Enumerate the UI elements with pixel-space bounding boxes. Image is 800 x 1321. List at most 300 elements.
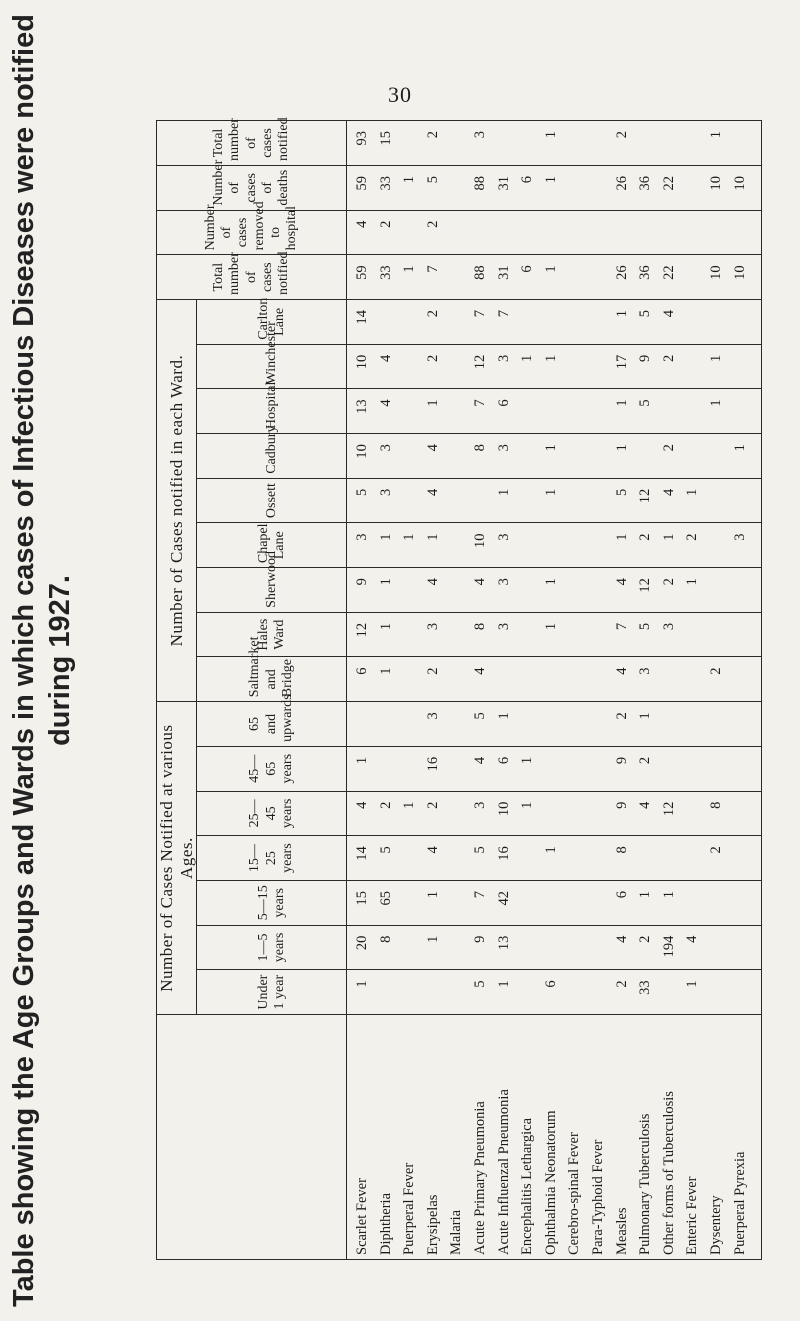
data-cell: 1 — [519, 801, 536, 809]
data-cell — [398, 980, 422, 1010]
data-cell — [563, 846, 587, 876]
data-cell: 2 — [424, 131, 441, 139]
data-cell: 1 — [542, 131, 559, 139]
data-cell: 1 — [542, 354, 559, 362]
data-cell — [398, 355, 422, 385]
data-cell — [516, 131, 540, 161]
data-cell — [729, 668, 753, 698]
data-cell — [658, 980, 682, 1010]
data-column — [347, 925, 762, 970]
data-column — [347, 255, 762, 300]
data-cell: 1 — [401, 265, 418, 273]
data-cell — [658, 131, 682, 161]
data-cell: 1 — [542, 846, 559, 854]
data-cell: 36 — [637, 175, 654, 191]
data-cell — [705, 489, 729, 519]
data-cell: 8 — [377, 935, 394, 943]
data-cell: 8 — [613, 846, 630, 854]
data-column — [347, 880, 762, 925]
data-cell: 22 — [660, 265, 677, 280]
data-cell — [587, 310, 611, 340]
disease-name: Scarlet Fever — [354, 1178, 371, 1255]
data-cell: 4 — [377, 399, 394, 407]
data-cell — [351, 712, 375, 742]
data-cell: 1 — [495, 712, 512, 720]
data-cell: 2 — [660, 354, 677, 362]
data-cell: 6 — [613, 890, 630, 899]
data-cell — [705, 623, 729, 653]
data-cell — [658, 399, 682, 429]
data-cell — [445, 846, 469, 876]
data-cell: 3 — [472, 131, 489, 139]
data-cell: 59 — [354, 265, 371, 280]
data-cell — [398, 578, 422, 608]
data-cell — [445, 668, 469, 698]
data-cell — [540, 533, 564, 563]
data-cell: 1 — [542, 622, 559, 631]
data-cell — [681, 891, 705, 921]
data-cell: 1 — [519, 756, 536, 765]
data-cell: 12 — [354, 622, 371, 638]
data-cell — [587, 265, 611, 295]
disease-name: Cerebro-spinal Fever — [566, 1132, 583, 1255]
data-cell: 9 — [637, 354, 654, 362]
data-cell — [445, 936, 469, 966]
data-cell — [587, 936, 611, 966]
data-cell — [634, 444, 658, 474]
data-cell: 8 — [472, 444, 489, 452]
data-column — [347, 165, 762, 210]
age-header: Under 1 year — [197, 970, 347, 1015]
data-cell: 4 — [424, 488, 441, 496]
data-cell: 2 — [613, 131, 630, 139]
total-header-2: Number of cases removed to hospital — [157, 210, 347, 255]
data-cell — [563, 444, 587, 474]
data-cell — [729, 310, 753, 340]
data-cell — [681, 221, 705, 251]
data-cell: 14 — [354, 310, 371, 325]
data-cell: 4 — [660, 488, 677, 496]
disease-name: Puerperal Fever — [401, 1162, 418, 1255]
data-cell: 20 — [354, 935, 371, 951]
data-cell: 1 — [495, 488, 512, 496]
data-cell: 4 — [613, 935, 630, 943]
data-cell: 9 — [613, 756, 630, 765]
data-column — [347, 970, 762, 1015]
data-cell: 2 — [637, 935, 654, 943]
data-cell: 2 — [637, 756, 654, 765]
data-cell — [445, 489, 469, 519]
data-cell: 1 — [424, 533, 441, 541]
data-cell: 6 — [519, 175, 536, 184]
data-cell — [563, 936, 587, 966]
data-cell — [398, 399, 422, 429]
data-cell — [563, 623, 587, 653]
data-cell — [705, 980, 729, 1010]
data-cell: 10 — [354, 354, 371, 370]
data-cell — [563, 802, 587, 832]
data-cell — [563, 891, 587, 921]
table-title-line-2: during 1927. — [44, 575, 76, 746]
data-cell — [729, 891, 753, 921]
data-cell — [516, 444, 540, 474]
data-cell — [611, 221, 635, 251]
data-cell: 3 — [377, 444, 394, 452]
data-cell: 10 — [708, 265, 724, 280]
data-cell — [516, 623, 540, 653]
data-cell: 5 — [424, 175, 441, 184]
data-cell — [705, 221, 729, 251]
data-cell: 31 — [495, 265, 512, 280]
data-cell: 33 — [377, 175, 394, 191]
data-cell: 1 — [354, 756, 371, 765]
data-cell — [516, 936, 540, 966]
data-cell: 5 — [472, 712, 489, 720]
data-cell: 3 — [731, 533, 748, 541]
data-cell: 6 — [495, 756, 512, 765]
data-cell — [729, 980, 753, 1010]
data-cell — [658, 668, 682, 698]
data-cell: 4 — [613, 578, 630, 586]
data-cell: 1 — [401, 801, 418, 809]
data-cell: 9 — [472, 935, 489, 943]
data-cell — [563, 578, 587, 608]
data-cell — [563, 712, 587, 742]
data-cell — [398, 846, 422, 876]
data-cell — [516, 399, 540, 429]
data-cell: 2 — [637, 533, 654, 541]
disease-name: Ophthalmia Neonatorum — [542, 1110, 559, 1255]
ward-header: Chapel Lane — [197, 523, 347, 568]
data-column — [347, 791, 762, 836]
data-cell: 1 — [424, 890, 441, 899]
data-cell: 3 — [495, 533, 512, 541]
ward-header: Ossett — [197, 478, 347, 523]
data-cell — [445, 533, 469, 563]
data-cell — [398, 936, 422, 966]
data-cell: 3 — [637, 667, 654, 675]
data-cell: 8 — [708, 801, 724, 809]
data-cell — [681, 176, 705, 206]
disease-header — [157, 1015, 347, 1260]
data-cell — [729, 802, 753, 832]
data-cell — [681, 623, 705, 653]
data-cell — [587, 444, 611, 474]
data-cell — [375, 712, 399, 742]
disease-name: Acute Primary Pneumonia — [472, 1101, 489, 1255]
data-cell: 4 — [472, 667, 489, 675]
data-cell — [445, 891, 469, 921]
ward-header: Hales Ward — [197, 612, 347, 657]
data-cell: 1 — [542, 488, 559, 496]
data-cell: 1 — [731, 444, 748, 452]
data-cell: 9 — [354, 578, 371, 586]
data-cell — [445, 310, 469, 340]
data-cell — [729, 489, 753, 519]
data-cell — [729, 623, 753, 653]
data-cell — [516, 489, 540, 519]
data-cell — [587, 846, 611, 876]
data-cell — [445, 176, 469, 206]
data-cell: 1 — [637, 712, 654, 720]
data-cell: 3 — [377, 488, 394, 496]
ward-header: Sherwood — [197, 568, 347, 613]
data-cell — [587, 399, 611, 429]
data-cell — [729, 936, 753, 966]
total-header-3: Number of cases of deaths — [157, 165, 347, 210]
data-cell: 7 — [613, 622, 630, 631]
data-cell: 7 — [495, 310, 512, 318]
data-cell — [375, 980, 399, 1010]
data-cell: 1 — [377, 667, 394, 675]
data-cell — [681, 712, 705, 742]
data-cell — [587, 489, 611, 519]
data-cell: 1 — [542, 578, 559, 586]
data-cell — [516, 310, 540, 340]
data-cell: 13 — [495, 935, 512, 951]
data-cell — [729, 399, 753, 429]
data-cell: 1 — [495, 980, 512, 988]
data-cell — [398, 712, 422, 742]
data-cell: 7 — [424, 265, 441, 273]
data-cell: 1 — [401, 175, 418, 184]
data-cell: 2 — [660, 578, 677, 586]
data-cell — [493, 668, 517, 698]
data-column — [347, 746, 762, 791]
data-cell — [705, 757, 729, 787]
data-cell — [516, 578, 540, 608]
data-cell: 7 — [472, 890, 489, 899]
data-cell: 1 — [377, 622, 394, 631]
data-cell: 3 — [424, 712, 441, 720]
data-cell — [445, 131, 469, 161]
data-cell: 14 — [354, 846, 371, 861]
data-cell: 15 — [377, 131, 394, 146]
data-cell: 4 — [472, 578, 489, 586]
disease-name: Malaria — [448, 1209, 465, 1255]
data-cell — [516, 712, 540, 742]
data-cell — [658, 712, 682, 742]
data-cell — [729, 757, 753, 787]
data-cell — [658, 221, 682, 251]
data-cell: 31 — [495, 175, 512, 191]
data-cell: 2 — [424, 801, 441, 809]
data-cell: 3 — [495, 622, 512, 631]
data-cell: 10 — [354, 444, 371, 459]
data-cell: 5 — [637, 310, 654, 318]
data-cell — [398, 131, 422, 161]
data-cell: 1 — [684, 488, 701, 496]
data-cell — [729, 355, 753, 385]
data-cell: 3 — [495, 578, 512, 586]
data-cell: 16 — [495, 846, 512, 861]
data-cell — [681, 668, 705, 698]
data-cell: 93 — [354, 131, 371, 146]
data-cell: 17 — [613, 354, 630, 370]
data-cell: 4 — [354, 220, 371, 228]
page-number: 30 — [388, 82, 412, 107]
data-column — [347, 300, 762, 345]
data-cell — [445, 980, 469, 1010]
data-cell — [705, 310, 729, 340]
data-cell: 3 — [424, 622, 441, 631]
data-cell — [563, 757, 587, 787]
data-cell: 26 — [613, 265, 630, 280]
data-cell: 1 — [708, 354, 724, 362]
data-cell: 1 — [377, 533, 394, 541]
data-cell: 2 — [377, 801, 394, 809]
data-cell: 5 — [472, 980, 489, 988]
data-cell — [705, 891, 729, 921]
data-cell — [516, 533, 540, 563]
disease-name: Enteric Fever — [684, 1176, 701, 1255]
data-cell — [587, 891, 611, 921]
disease-name: Encephalitis Lethargica — [519, 1117, 536, 1255]
age-header: 5—15 years — [197, 880, 347, 925]
data-column — [347, 523, 762, 568]
data-cell — [563, 980, 587, 1010]
data-cell: 6 — [542, 980, 559, 988]
data-cell — [445, 802, 469, 832]
data-cell — [729, 131, 753, 161]
data-cell — [445, 578, 469, 608]
data-cell — [445, 399, 469, 429]
data-cell — [540, 802, 564, 832]
total-header-1: Total number of cases notified — [157, 255, 347, 300]
data-cell: 10 — [472, 533, 489, 548]
data-cell: 26 — [613, 175, 630, 191]
data-cell: 2 — [708, 667, 724, 675]
data-cell — [563, 221, 587, 251]
data-cell — [587, 176, 611, 206]
data-cell — [445, 623, 469, 653]
data-cell: 16 — [424, 756, 441, 772]
data-cell: 6 — [354, 667, 371, 675]
disease-name: Measles — [613, 1207, 630, 1255]
data-cell — [681, 310, 705, 340]
data-cell: 12 — [637, 488, 654, 504]
data-cell: 88 — [472, 265, 489, 280]
data-cell — [587, 668, 611, 698]
data-cell — [375, 757, 399, 787]
data-cell: 6 — [495, 399, 512, 407]
data-column — [347, 702, 762, 747]
data-cell — [540, 757, 564, 787]
data-cell: 2 — [660, 444, 677, 452]
data-cell — [540, 712, 564, 742]
age-header: 15—25 years — [197, 836, 347, 881]
data-cell — [469, 489, 493, 519]
disease-name: Erysipelas — [424, 1194, 441, 1255]
data-cell — [398, 310, 422, 340]
disease-name: Diphtheria — [377, 1192, 394, 1255]
data-cell: 88 — [472, 175, 489, 191]
data-cell — [540, 399, 564, 429]
data-cell: 12 — [660, 801, 677, 817]
data-cell: 12 — [472, 354, 489, 370]
statistics-table — [156, 117, 762, 1260]
data-cell: 5 — [377, 846, 394, 854]
data-cell: 4 — [684, 935, 701, 943]
data-cell: 7 — [472, 310, 489, 318]
data-cell: 4 — [424, 846, 441, 854]
data-cell — [587, 623, 611, 653]
data-cell: 1 — [519, 354, 536, 362]
data-cell — [516, 221, 540, 251]
data-cell — [563, 131, 587, 161]
data-column — [347, 389, 762, 434]
data-cell — [681, 444, 705, 474]
data-cell: 1 — [660, 890, 677, 899]
data-cell: 2 — [424, 220, 441, 228]
data-column — [347, 836, 762, 881]
data-cell — [705, 578, 729, 608]
data-cell — [634, 131, 658, 161]
data-column — [347, 612, 762, 657]
data-cell — [398, 623, 422, 653]
data-cell: 1 — [684, 578, 701, 586]
data-cell: 1 — [637, 890, 654, 899]
data-column — [347, 210, 762, 255]
data-cell — [540, 221, 564, 251]
ward-header: Saltmarket and Bridge — [197, 657, 347, 702]
data-cell — [705, 444, 729, 474]
data-cell — [398, 757, 422, 787]
data-cell: 2 — [424, 310, 441, 318]
data-cell — [587, 712, 611, 742]
data-cell: 1 — [708, 131, 724, 139]
data-cell — [516, 891, 540, 921]
data-cell — [563, 399, 587, 429]
age-group-header: Number of Cases Notified at various Ages. — [157, 702, 197, 1015]
data-cell — [729, 712, 753, 742]
age-header: 45—65 years — [197, 746, 347, 791]
data-cell: 33 — [637, 980, 654, 995]
total-header-4: Total number of cases notified — [157, 121, 347, 166]
disease-name: Para-Typhoid Fever — [590, 1139, 607, 1255]
data-cell: 3 — [354, 533, 371, 541]
data-cell: 1 — [613, 399, 630, 407]
data-cell — [563, 176, 587, 206]
ward-header: Winchester — [197, 344, 347, 389]
data-cell: 33 — [377, 265, 394, 280]
data-cell: 10 — [708, 175, 724, 191]
data-cell — [729, 846, 753, 876]
data-cell: 4 — [472, 756, 489, 765]
data-cell: 3 — [495, 354, 512, 362]
data-cell: 5 — [472, 846, 489, 854]
data-cell — [587, 980, 611, 1010]
data-cell: 1 — [424, 399, 441, 407]
data-cell: 8 — [472, 622, 489, 631]
data-cell — [563, 533, 587, 563]
data-cell — [705, 533, 729, 563]
data-cell — [587, 131, 611, 161]
age-header: 65 and upwards — [197, 702, 347, 747]
data-cell: 2 — [613, 980, 630, 988]
data-cell: 3 — [495, 444, 512, 452]
data-cell: 4 — [424, 578, 441, 586]
data-cell — [445, 712, 469, 742]
data-cell: 3 — [660, 622, 677, 631]
data-cell — [681, 802, 705, 832]
data-cell — [563, 310, 587, 340]
data-column — [347, 344, 762, 389]
data-cell: 2 — [424, 354, 441, 362]
data-cell: 2 — [613, 712, 630, 720]
disease-names — [347, 1015, 762, 1260]
disease-name: Puerperal Pyrexia — [731, 1151, 748, 1255]
